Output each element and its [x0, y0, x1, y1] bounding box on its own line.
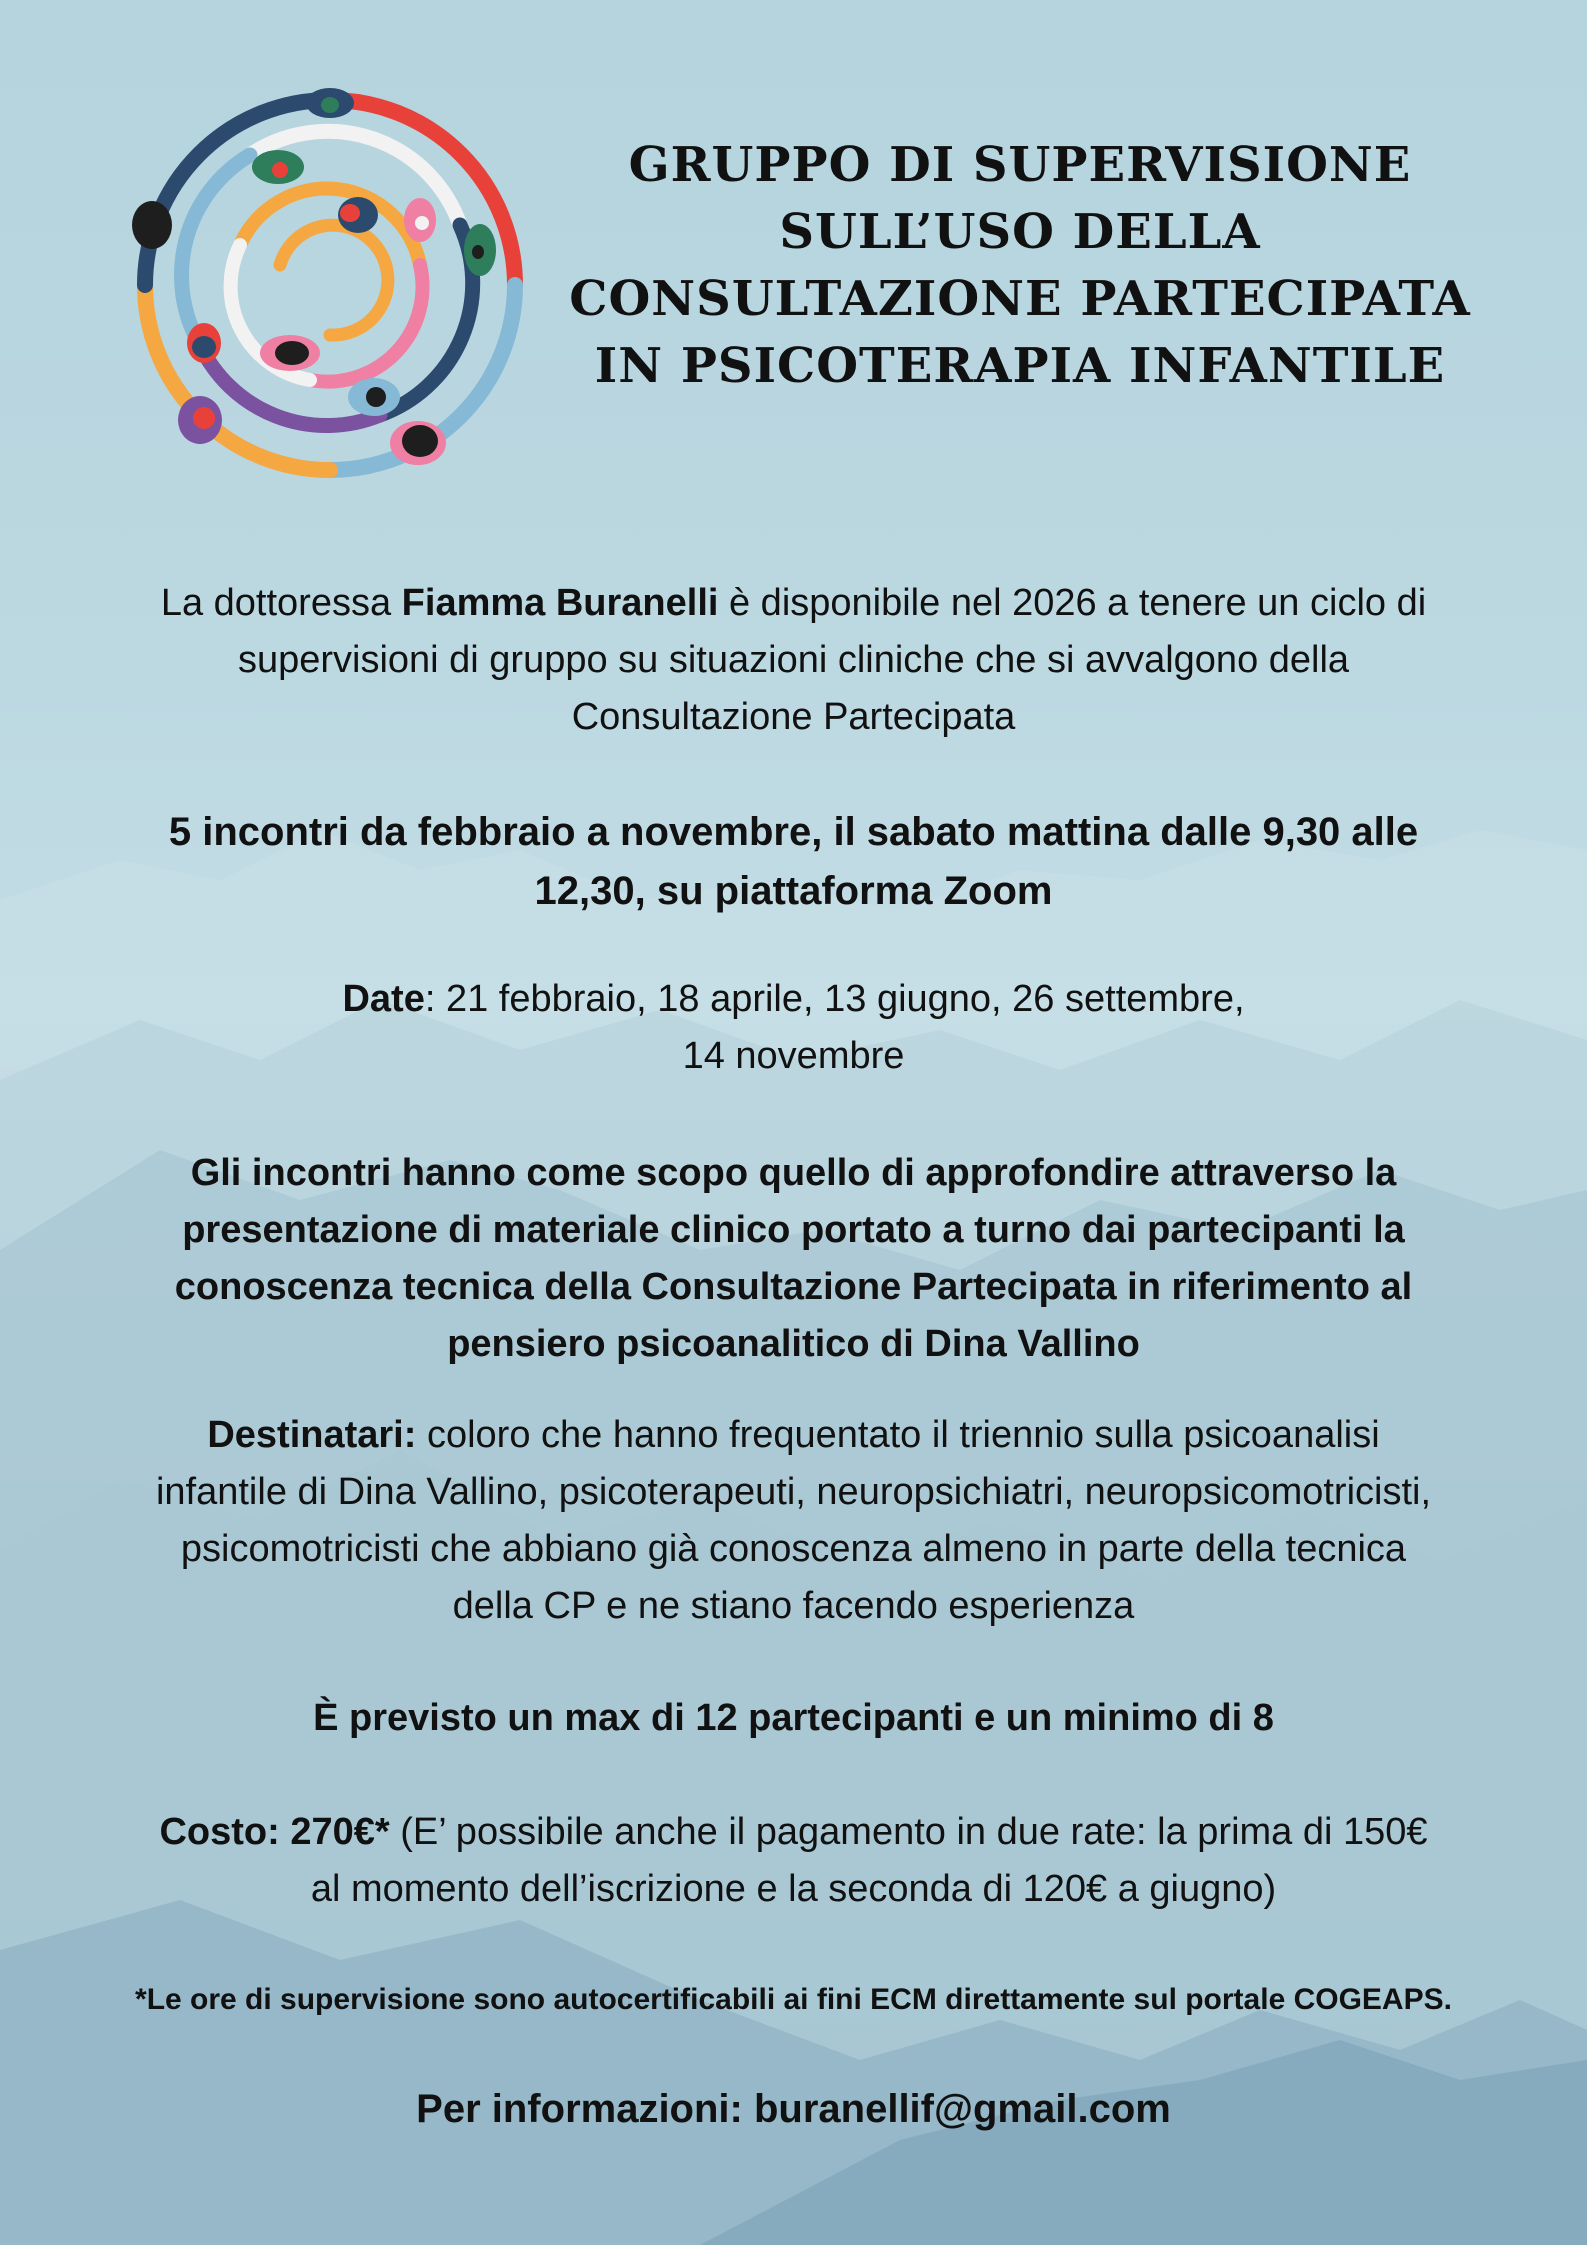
- contact-email[interactable]: buranellif@gmail.com: [753, 2087, 1171, 2131]
- target-paragraph: [80, 1407, 1507, 1635]
- target-line-3: psicomotricisti che abbiano già conoscenza almeno in parte della tecnica: [180, 1528, 1407, 1570]
- dates-line-2: 14 novembre: [682, 1035, 905, 1077]
- target-line-4: della CP e ne stiano facendo esperienza: [452, 1585, 1135, 1627]
- title-line: CONSULTAZIONE PARTECIPATA: [569, 271, 1471, 327]
- spiral-figures-logo: [130, 85, 530, 485]
- target-line-2: infantile di Dina Vallino, psicoterapeuti, neuropsichiatri, neuropsicomotricisti,: [155, 1471, 1432, 1513]
- title-line: GRUPPO DI SUPERVISIONE: [628, 137, 1412, 193]
- target-label: Destinatari:: [207, 1414, 417, 1456]
- goal-line: pensiero psicoanalitico di Dina Vallino: [447, 1323, 1140, 1365]
- target-line-1: [80, 1407, 1507, 1464]
- sessions-line-1: 5 incontri da febbraio a novembre, il sabato mattina dalle 9,30 alle: [168, 810, 1419, 854]
- cost-paragraph: [80, 1804, 1507, 1918]
- info-label: Per informazioni:: [416, 2087, 754, 2131]
- logo-ring-core: [280, 225, 388, 335]
- goal-line: Gli incontri hanno come scopo quello di approfondire attraverso la: [190, 1152, 1397, 1194]
- goal-paragraph: [80, 1145, 1507, 1373]
- dates-list: : 21 febbraio, 18 aprile, 13 giugno, 26 settembre,: [424, 978, 1245, 1020]
- flyer-title: [560, 132, 1480, 400]
- title-line: IN PSICOTERAPIA INFANTILE: [594, 338, 1446, 394]
- intro-line-1: [80, 575, 1507, 632]
- intro-rest: è disponibile nel 2026 a tenere un ciclo di: [718, 582, 1427, 624]
- sessions-paragraph: [80, 803, 1507, 921]
- intro-line-2: supervisioni di gruppo su situazioni cliniche che si avvalgono della: [237, 639, 1350, 681]
- cost-line-1: [80, 1804, 1507, 1861]
- cost-details: (E’ possibile anche il pagamento in due rate: la prima di 150€: [389, 1811, 1428, 1853]
- participants-paragraph: È previsto un max di 12 partecipanti e un minimo di 8: [313, 1697, 1274, 1739]
- goal-line: conoscenza tecnica della Consultazione Partecipata in riferimento al: [174, 1266, 1413, 1308]
- cost-label: Costo: 270€*: [159, 1811, 390, 1853]
- intro-paragraph: [80, 575, 1507, 746]
- title-line: SULL’USO DELLA: [779, 204, 1261, 260]
- ecm-note: *Le ore di supervisione sono autocertificabili ai fini ECM direttamente sul portale COGEAPS.: [135, 1983, 1452, 2016]
- intro-line-3: Consultazione Partecipata: [571, 696, 1016, 738]
- cost-line-2: al momento dell’iscrizione e la seconda di 120€ a giugno): [310, 1868, 1277, 1910]
- intro-lead: La dottoressa: [160, 582, 402, 624]
- info-paragraph: [80, 2082, 1507, 2137]
- dates-label: Date: [342, 978, 425, 1020]
- sessions-line-2: 12,30, su piattaforma Zoom: [534, 869, 1053, 913]
- goal-line: presentazione di materiale clinico portato a turno dai partecipanti la: [182, 1209, 1405, 1251]
- doctor-name: Fiamma Buranelli: [401, 582, 719, 624]
- dates-line-1: [80, 971, 1507, 1028]
- dates-paragraph: [80, 971, 1507, 1085]
- target-text: coloro che hanno frequentato il triennio sulla psicoanalisi: [416, 1414, 1380, 1456]
